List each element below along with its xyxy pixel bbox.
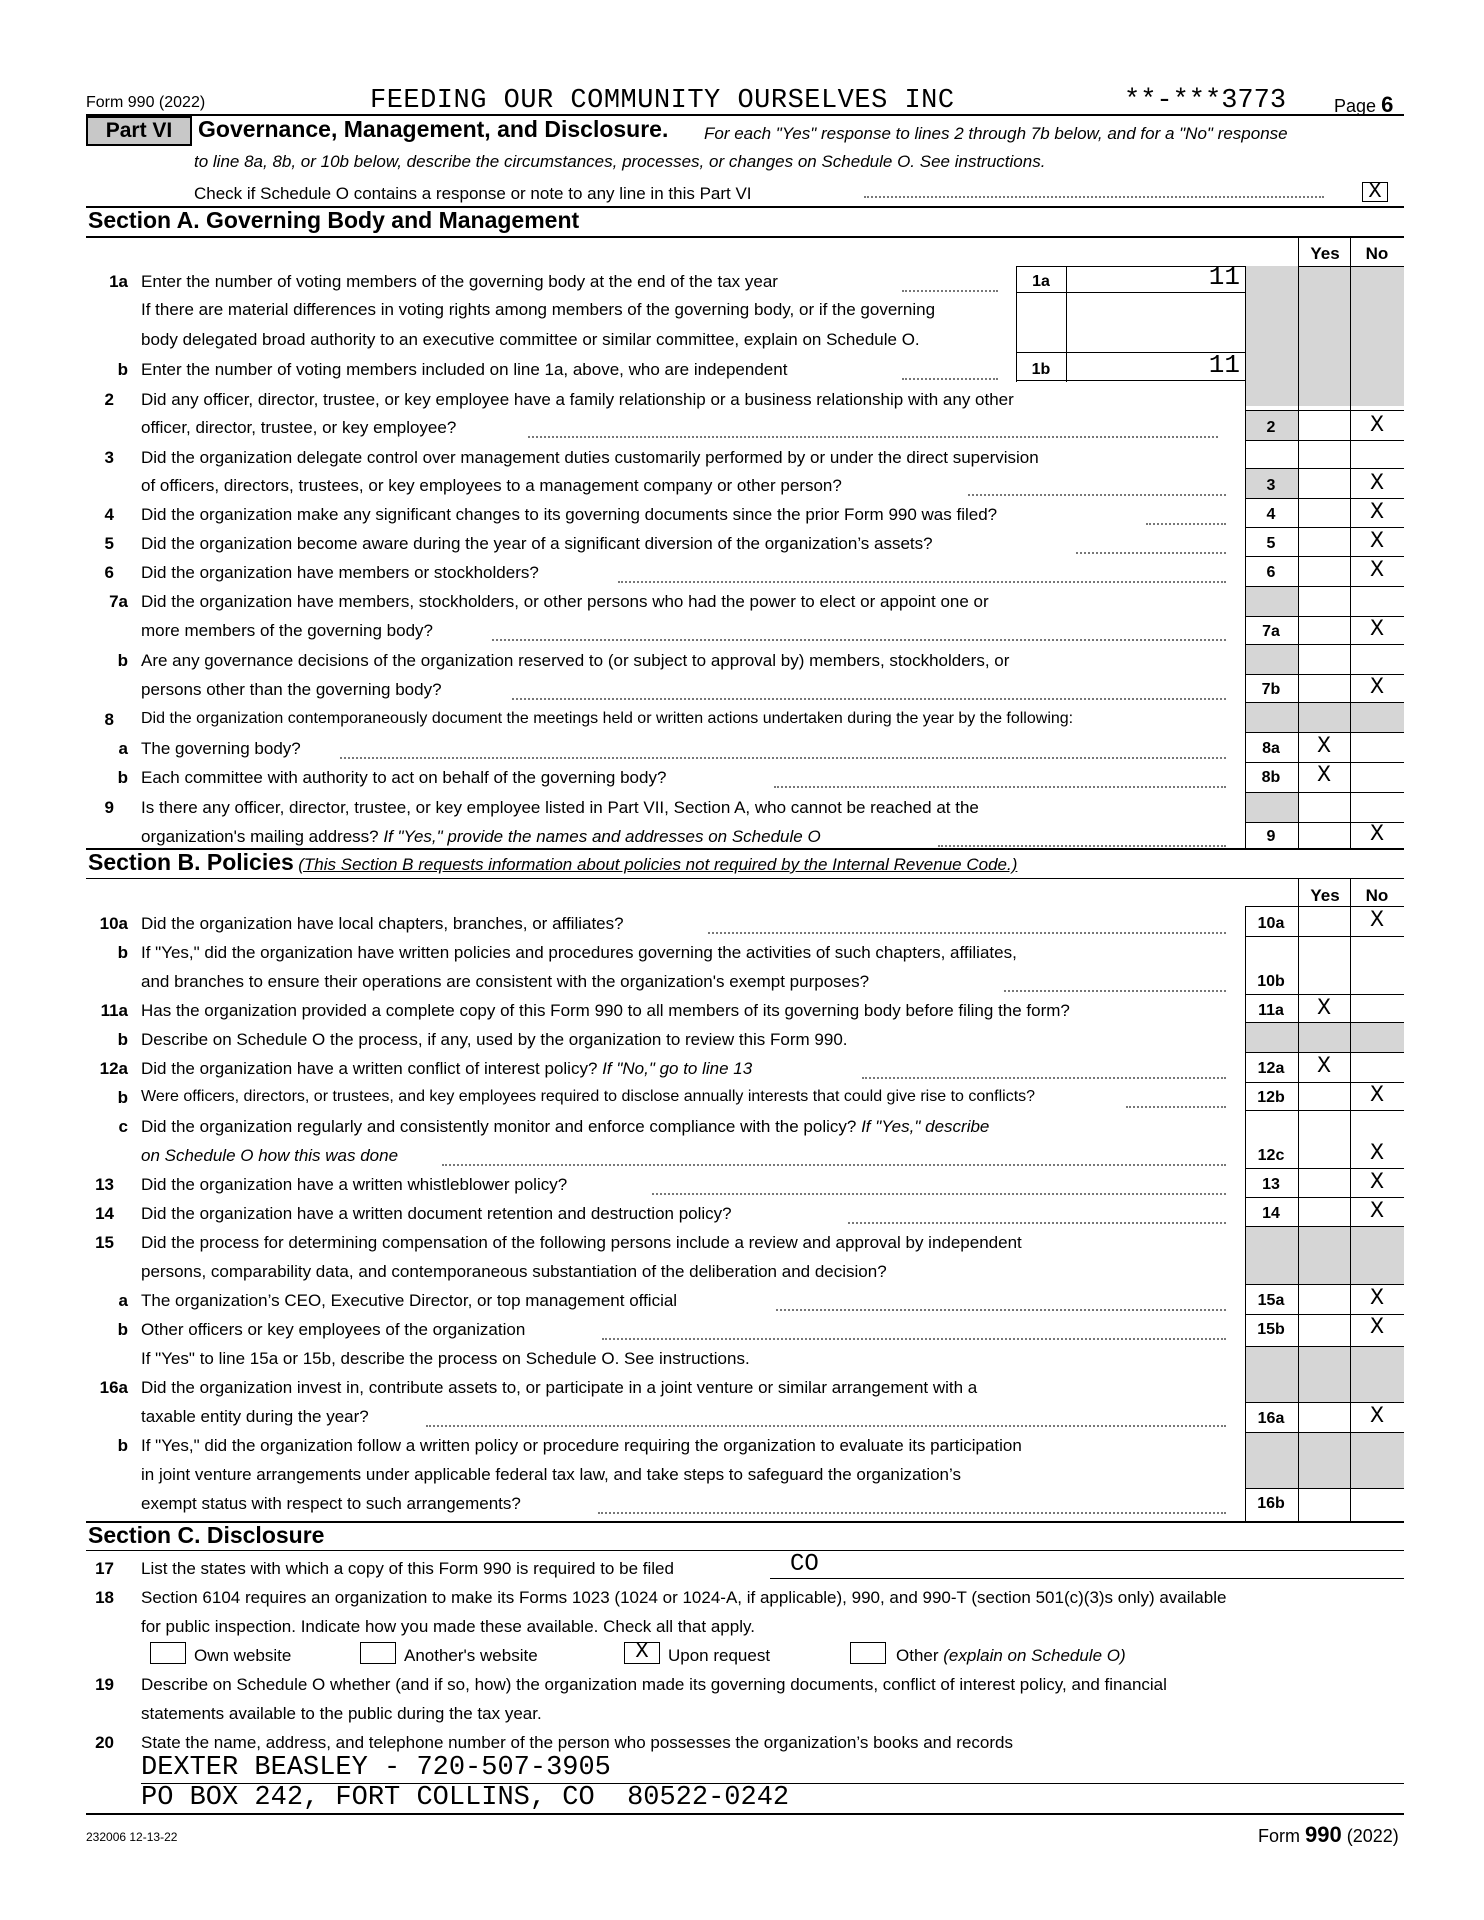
line-number: 3 (104, 448, 114, 467)
question-text: persons, comparability data, and contemporaneous substantiation of the deliberation and decision? (141, 1262, 887, 1281)
own-website-checkbox[interactable] (150, 1642, 186, 1664)
line-number: 13 (95, 1175, 114, 1194)
line-number: b (117, 1088, 128, 1107)
question-text: Are any governance decisions of the organization reserved to (or subject to approval by) members, stockholders, or (141, 651, 1010, 670)
question-text: Did the organization have a written whistleblower policy? (141, 1175, 568, 1194)
line-number: b (117, 360, 128, 379)
gray-shade (1246, 702, 1404, 732)
dot-leader (598, 1512, 1226, 1514)
line-number: 12a (99, 1059, 128, 1078)
line-number: c (118, 1117, 128, 1136)
dot-leader (1126, 1106, 1226, 1108)
grid-line (1246, 1346, 1404, 1347)
line-number: b (117, 768, 128, 787)
question-text: Did any officer, director, trustee, or key employee have a family relationship or a business relationship with any other (141, 390, 1014, 409)
question-text: officer, director, trustee, or key employee? (141, 418, 457, 437)
dot-leader (862, 1077, 1226, 1079)
question-text (141, 827, 821, 847)
grid-line (1246, 586, 1404, 587)
option-label: Another's website (404, 1646, 538, 1665)
question-instruction: If "Yes," describe (861, 1117, 990, 1136)
line-20-text: State the name, address, and telephone number of the person who possesses the organization’s books and records (141, 1733, 1013, 1752)
line-number: 18 (95, 1588, 114, 1607)
grid-line (1298, 878, 1299, 1522)
line-number: 11a (100, 1001, 128, 1020)
no-mark[interactable]: X (1370, 1198, 1384, 1224)
line-label-6: 6 (1266, 564, 1276, 581)
dot-leader (618, 581, 1226, 583)
line-label-14: 14 (1262, 1205, 1280, 1222)
independent-members-value: 11 (1208, 350, 1240, 380)
grid-line (1246, 1110, 1404, 1111)
page-bottom-rule (86, 1813, 1404, 1815)
gray-shade (1298, 266, 1350, 406)
question-text: of officers, directors, trustees, or key employees to a management company or other person? (141, 476, 842, 495)
section-a-title: Section A. Governing Body and Management (88, 207, 580, 233)
grid-line (1016, 292, 1246, 293)
no-mark[interactable]: X (1370, 1314, 1384, 1340)
no-mark[interactable]: X (1370, 499, 1384, 525)
section-c-rule (86, 1550, 1404, 1551)
question-text: and branches to ensure their operations are consistent with the organization's exempt purposes? (141, 972, 870, 991)
question-text: exempt status with respect to such arrangements? (141, 1494, 521, 1513)
no-mark[interactable]: X (1370, 412, 1384, 438)
line-label-13: 13 (1262, 1176, 1280, 1193)
grid-line (1246, 468, 1404, 469)
books-contact-address: PO BOX 242, FORT COLLINS, CO 80522-0242 (141, 1783, 790, 1813)
grid-line (1298, 266, 1404, 267)
question-text: Did the organization make any significant changes to its governing documents since the prior Form 990 was filed? (141, 505, 998, 524)
question-text: If "Yes," did the organization follow a written policy or procedure requiring the organization to evaluate its participation (141, 1436, 1022, 1455)
grid-line (1246, 644, 1404, 645)
dot-leader (864, 196, 1324, 198)
gray-shade (1246, 1226, 1404, 1284)
question-text: Did the organization contemporaneously document the meetings held or written actions undertaken during the year by the following: (141, 710, 1074, 727)
line-number: b (117, 1436, 128, 1455)
voting-members-value: 11 (1208, 262, 1240, 292)
question-text: Did the organization delegate control over management duties customarily performed by or under the direct supervision (141, 448, 1039, 467)
no-mark[interactable]: X (1370, 1285, 1384, 1311)
question-text: The organization’s CEO, Executive Director, or top management official (141, 1291, 678, 1310)
line-label-12c: 12c (1257, 1147, 1285, 1164)
question-text: Describe on Schedule O the process, if any, used by the organization to review this Form 990. (141, 1030, 848, 1049)
line-number: 19 (95, 1675, 114, 1694)
dot-leader (1076, 552, 1226, 554)
line-1a-note: If there are material differences in voting rights among members of the governing body, or if the governing (141, 300, 936, 319)
line-number: b (117, 1320, 128, 1339)
dot-leader (1146, 523, 1226, 525)
line-1a-note: body delegated broad authority to an executive committee or similar committee, explain on Schedule O. (141, 330, 920, 349)
no-mark[interactable]: X (1370, 470, 1384, 496)
schedule-o-check-text: Check if Schedule O contains a response or note to any line in this Part VI (194, 184, 752, 203)
yes-mark[interactable]: X (1317, 995, 1331, 1021)
part-description-line1: For each "Yes" response to lines 2 through 7b below, and for a "No" response (704, 124, 1288, 143)
line-label-1b: 1b (1031, 361, 1051, 378)
grid-line (1246, 1488, 1404, 1489)
question-text: persons other than the governing body? (141, 680, 442, 699)
yes-mark[interactable]: X (1317, 733, 1331, 759)
question-text: Did the organization have members, stockholders, or other persons who had the power to elect or appoint one or (141, 592, 989, 611)
dot-leader (708, 932, 1226, 934)
line-label-11a: 11a (1258, 1002, 1284, 1019)
footer-form-year: (2022) (1346, 1826, 1399, 1846)
line-label-1a: 1a (1032, 273, 1050, 290)
question-text (141, 1117, 989, 1137)
part-label: Part VI (86, 116, 192, 146)
yes-column-header: Yes (1310, 244, 1340, 263)
dot-leader (426, 1425, 1226, 1427)
line-label-3: 3 (1266, 477, 1276, 494)
organization-name: FEEDING OUR COMMUNITY OURSELVES INC (370, 86, 955, 116)
question-text: in joint venture arrangements under applicable federal tax law, and take steps to safeguard the organization’s (141, 1465, 961, 1484)
question-note: If "Yes" to line 15a or 15b, describe the process on Schedule O. See instructions. (141, 1349, 750, 1368)
line-number: 6 (104, 563, 114, 582)
line-1b-text: Enter the number of voting members included on line 1a, above, who are independent (141, 360, 788, 379)
line-number: b (117, 943, 128, 962)
question-text: Were officers, directors, or trustees, and key employees required to disclose annually interests that could give rise to conflicts? (141, 1088, 1036, 1105)
grid-line (1246, 1432, 1404, 1433)
dot-leader (938, 845, 1226, 847)
dot-leader (652, 1193, 1226, 1195)
option-label: Upon request (668, 1646, 771, 1665)
line-number: a (118, 739, 128, 758)
dot-leader (528, 436, 1218, 438)
form-label: Form 990 (2022) (86, 94, 206, 111)
gray-shade (1350, 266, 1404, 406)
dot-leader (492, 639, 1226, 641)
line-label-15b: 15b (1257, 1321, 1285, 1338)
another-website-checkbox[interactable] (360, 1642, 396, 1664)
dot-leader (902, 290, 998, 292)
question-text: If "Yes," did the organization have written policies and procedures governing the activities of such chapters, affiliates, (141, 943, 1017, 962)
grid-line (1246, 792, 1404, 793)
yes-column-header: Yes (1310, 886, 1340, 905)
yes-mark[interactable]: X (1317, 762, 1331, 788)
yes-mark[interactable]: X (1317, 1053, 1331, 1079)
line-number: b (117, 651, 128, 670)
grid-line (1350, 878, 1351, 1522)
input-underline (770, 1578, 1404, 1579)
grid-line (1246, 702, 1404, 703)
grid-line (1246, 1022, 1404, 1023)
line-label-2: 2 (1266, 419, 1276, 436)
upon-request-checkbox[interactable]: X (624, 1642, 660, 1664)
grid-line (1246, 1226, 1404, 1227)
question-instruction: If "Yes," provide the names and addresses on Schedule O (383, 827, 821, 846)
line-label-4: 4 (1266, 506, 1276, 523)
dot-leader (512, 698, 1226, 700)
section-b-rule (86, 878, 1404, 879)
question-text: Has the organization provided a complete copy of this Form 990 to all members of its governing body before filing the form? (141, 1001, 1070, 1020)
no-mark[interactable]: X (1370, 821, 1384, 847)
question-text-part: Did the organization regularly and consistently monitor and enforce compliance with the policy? (141, 1117, 857, 1136)
line-number: 8 (104, 710, 114, 729)
line-number: 7a (109, 592, 128, 611)
ein-masked: **-***3773 (1124, 86, 1287, 116)
grid-line (1246, 440, 1404, 441)
line-1a-text: Enter the number of voting members of the governing body at the end of the tax year (141, 272, 778, 291)
line-19-text: Describe on Schedule O whether (and if so, how) the organization made its governing documents, conflict of interest policy, and financial (141, 1675, 1167, 1694)
section-b-heading (88, 849, 1017, 876)
line-number: 9 (104, 798, 114, 817)
no-column-header: No (1365, 244, 1389, 263)
line-number: 1a (109, 272, 128, 291)
line-label-5: 5 (1266, 535, 1276, 552)
question-text-part: Did the organization have a written conflict of interest policy? (141, 1059, 598, 1078)
question-text-part: organization's mailing address? (141, 827, 379, 846)
question-text (141, 1059, 752, 1079)
option-label (896, 1646, 1126, 1666)
no-mark[interactable]: X (1370, 528, 1384, 554)
grid-line (1246, 936, 1404, 937)
question-text: Did the organization become aware during the year of a significant diversion of the organization’s assets? (141, 534, 933, 553)
no-mark[interactable]: X (1370, 1140, 1384, 1166)
section-b-title: Section B. Policies (88, 849, 294, 875)
line-label-7b: 7b (1261, 681, 1281, 698)
question-instruction: If "No," go to line 13 (602, 1059, 753, 1078)
books-contact-name-phone: DEXTER BEASLEY - 720-507-3905 (141, 1753, 611, 1783)
grid-line (1245, 266, 1246, 848)
dot-leader (774, 786, 1226, 788)
dot-leader (602, 1338, 1226, 1340)
grid-line (1246, 410, 1404, 411)
line-19-text: statements available to the public during the tax year. (141, 1704, 542, 1723)
footer-form-prefix: Form (1258, 1826, 1300, 1846)
question-text: The governing body? (141, 739, 301, 758)
line-number: 10a (99, 914, 128, 933)
line-label-8b: 8b (1261, 769, 1281, 786)
question-text: Did the organization have local chapters, branches, or affiliates? (141, 914, 624, 933)
no-mark[interactable]: X (1370, 616, 1384, 642)
line-number: 2 (104, 390, 114, 409)
gray-shade (1246, 644, 1298, 674)
dot-leader (340, 757, 1226, 759)
grid-line (1350, 236, 1351, 848)
footer-form-label (1258, 1822, 1399, 1848)
line-label-7a: 7a (1262, 623, 1280, 640)
section-b-subtitle: (This Section B requests information about policies not required by the Internal Revenue Code.) (298, 855, 1018, 874)
page-label-text: Page (1334, 96, 1377, 116)
no-column-header: No (1365, 886, 1389, 905)
line-label-9: 9 (1266, 828, 1276, 845)
line-number: a (118, 1291, 128, 1310)
line-label-10b: 10b (1257, 973, 1285, 990)
question-text: Other officers or key employees of the organization (141, 1320, 526, 1339)
part-title: Governance, Management, and Disclosure. (198, 116, 669, 142)
no-mark[interactable]: X (1370, 907, 1384, 933)
other-checkbox[interactable] (850, 1642, 886, 1664)
line-number: 20 (95, 1733, 114, 1752)
line-number: b (117, 1030, 128, 1049)
schedule-o-checkbox[interactable]: X (1362, 182, 1388, 202)
line-label-15a: 15a (1257, 1292, 1285, 1309)
form-code: 232006 12-13-22 (86, 1830, 178, 1844)
option-instruction: (explain on Schedule O) (943, 1646, 1126, 1665)
no-mark[interactable]: X (1370, 1403, 1384, 1429)
line-label-12b: 12b (1257, 1089, 1285, 1106)
line-label-8a: 8a (1262, 740, 1280, 757)
question-text: Did the organization invest in, contribute assets to, or participate in a joint venture or similar arrangement with a (141, 1378, 978, 1397)
gray-shade (1246, 1346, 1404, 1402)
dot-leader (776, 1309, 1226, 1311)
line-18-text: for public inspection. Indicate how you made these available. Check all that apply. (141, 1617, 755, 1636)
line-label-16b: 16b (1257, 1495, 1285, 1512)
option-label-text: Other (896, 1646, 939, 1665)
dot-leader (848, 1222, 1226, 1224)
line-label-12a: 12a (1257, 1060, 1285, 1077)
question-text: Did the process for determining compensation of the following persons include a review and approval by independent (141, 1233, 1022, 1252)
dot-leader (902, 378, 998, 380)
question-text: Each committee with authority to act on behalf of the governing body? (141, 768, 667, 787)
part-description-line2: to line 8a, 8b, or 10b below, describe the circumstances, processes, or changes on Schedule O. See instructions. (194, 152, 1046, 171)
no-mark[interactable]: X (1370, 557, 1384, 583)
line-number: 17 (95, 1559, 114, 1578)
question-text: taxable entity during the year? (141, 1407, 369, 1426)
page-number: 6 (1381, 92, 1394, 117)
question-instruction: on Schedule O how this was done (141, 1146, 399, 1165)
line-18-text: Section 6104 requires an organization to make its Forms 1023 (1024 or 1024-A, if applicable), 990, and 990-T (section 501(c)(3)s only) available (141, 1588, 1227, 1607)
option-label: Own website (194, 1646, 292, 1665)
line-label-16a: 16a (1257, 1410, 1285, 1427)
gray-shade (1246, 1022, 1404, 1052)
no-mark[interactable]: X (1370, 674, 1384, 700)
line-number: 14 (95, 1204, 114, 1223)
question-text: Did the organization have members or stockholders? (141, 563, 539, 582)
question-text: Did the organization have a written document retention and destruction policy? (141, 1204, 732, 1223)
gray-shade (1246, 586, 1298, 616)
line-number: 16a (99, 1378, 128, 1397)
line-label-10a: 10a (1257, 915, 1285, 932)
gray-shade (1246, 1432, 1404, 1488)
line-number: 5 (104, 534, 114, 553)
question-text: Is there any officer, director, trustee, or key employee listed in Part VII, Section A, who cannot be reached at the (141, 798, 979, 817)
states-filed-value: CO (790, 1551, 819, 1578)
gray-shade (1246, 266, 1298, 406)
line-number: 4 (104, 505, 114, 524)
dot-leader (1004, 990, 1226, 992)
line-number: 15 (95, 1233, 114, 1252)
gray-shade (1246, 792, 1298, 822)
grid-line (1016, 380, 1246, 381)
footer-form-number: 990 (1305, 1822, 1342, 1847)
line-17-text: List the states with which a copy of this Form 990 is required to be filed (141, 1559, 674, 1578)
no-mark[interactable]: X (1370, 1082, 1384, 1108)
section-c-title: Section C. Disclosure (88, 1522, 325, 1548)
no-mark[interactable]: X (1370, 1169, 1384, 1195)
section-a-bottom-rule (86, 236, 1404, 238)
question-text: more members of the governing body? (141, 621, 433, 640)
dot-leader (968, 494, 1226, 496)
dot-leader (442, 1164, 1226, 1166)
